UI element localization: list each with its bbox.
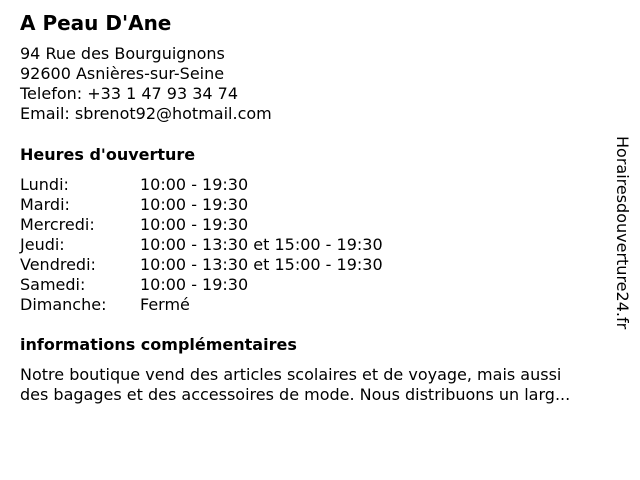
hours-row-friday — [20, 255, 383, 275]
hours-row-tuesday — [20, 195, 383, 215]
address-block — [20, 44, 272, 124]
business-name: A Peau D'Ane — [20, 11, 172, 35]
additional-info-heading: informations complémentaires — [20, 335, 297, 354]
site-watermark: Horairesdouverture24.fr — [613, 136, 632, 330]
hours-row-saturday — [20, 275, 383, 295]
hours-time: 10:00 - 19:30 — [140, 215, 249, 234]
description-line-2: des bagages et des accessoires de mode. Nous distribuons un larg... — [20, 385, 571, 404]
hours-time: 10:00 - 19:30 — [140, 195, 249, 214]
hours-day: Lundi: — [20, 175, 69, 194]
hours-time: 10:00 - 13:30 et 15:00 - 19:30 — [140, 235, 383, 254]
hours-day: Samedi: — [20, 275, 86, 294]
hours-day: Dimanche: — [20, 295, 107, 314]
hours-day: Jeudi: — [20, 235, 65, 254]
hours-time: 10:00 - 19:30 — [140, 275, 249, 294]
email-address: Email: sbrenot92@hotmail.com — [20, 104, 272, 123]
hours-day: Vendredi: — [20, 255, 96, 274]
hours-time: 10:00 - 19:30 — [140, 175, 249, 194]
postal-city: 92600 Asnières-sur-Seine — [20, 64, 225, 83]
hours-row-wednesday — [20, 215, 383, 235]
hours-time: Fermé — [140, 295, 190, 314]
description-line-1: Notre boutique vend des articles scolaires et de voyage, mais aussi — [20, 365, 562, 384]
hours-row-thursday — [20, 235, 383, 255]
hours-row-monday — [20, 175, 383, 195]
hours-row-sunday — [20, 295, 383, 315]
hours-time: 10:00 - 13:30 et 15:00 - 19:30 — [140, 255, 383, 274]
street-address: 94 Rue des Bourguignons — [20, 44, 225, 63]
hours-day: Mardi: — [20, 195, 70, 214]
opening-hours-heading: Heures d'ouverture — [20, 145, 196, 164]
hours-day: Mercredi: — [20, 215, 95, 234]
opening-hours-table — [20, 175, 383, 315]
business-description — [20, 365, 620, 405]
phone-number: Telefon: +33 1 47 93 34 74 — [20, 84, 239, 103]
